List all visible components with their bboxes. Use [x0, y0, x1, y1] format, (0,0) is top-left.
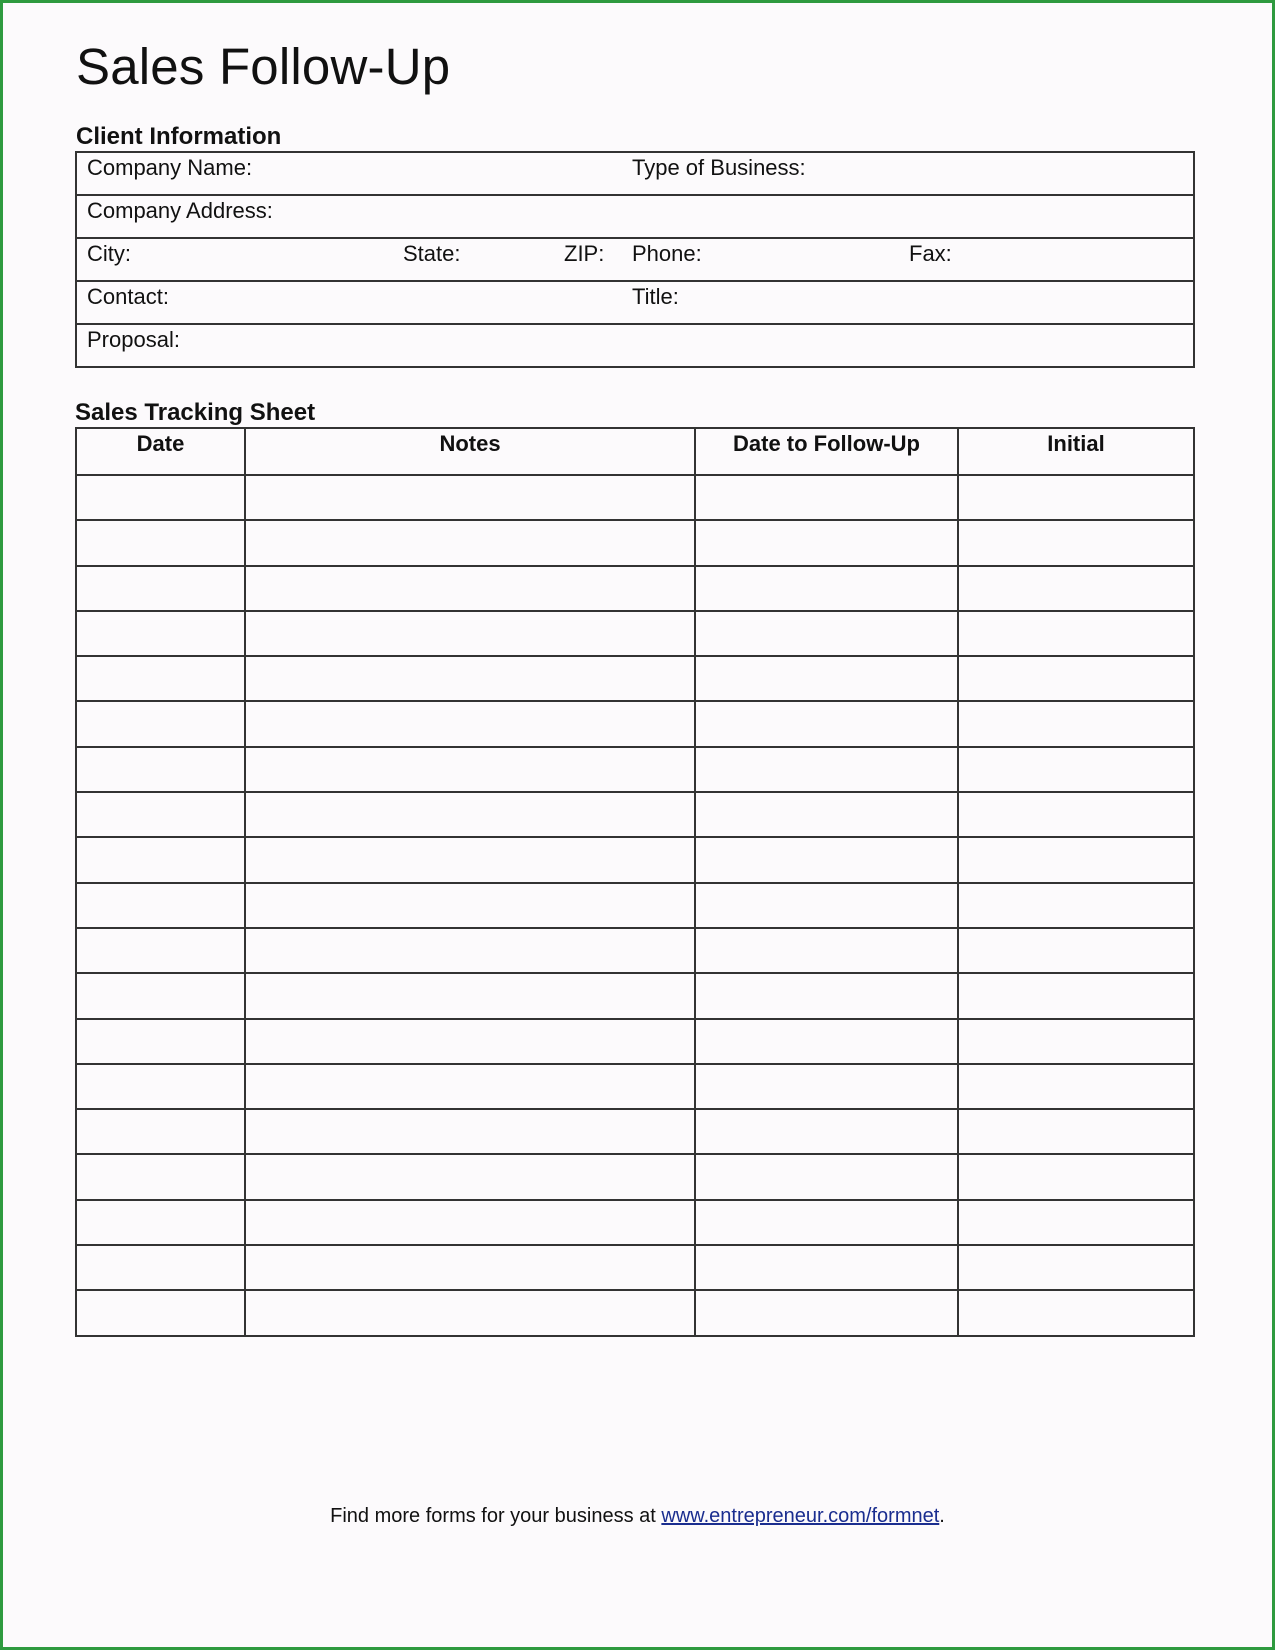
cell-date[interactable]: [76, 928, 245, 973]
cell-date[interactable]: [76, 656, 245, 701]
cell-date-to-follow-up[interactable]: [695, 475, 958, 520]
table-row: [76, 611, 1194, 656]
table-header-row: [76, 428, 1194, 475]
cell-notes[interactable]: [245, 792, 695, 837]
cell-notes[interactable]: [245, 611, 695, 656]
column-header-date-to-follow-up: Date to Follow-Up: [695, 428, 958, 475]
cell-initial[interactable]: [958, 1109, 1194, 1154]
cell-initial[interactable]: [958, 792, 1194, 837]
cell-date[interactable]: [76, 1290, 245, 1335]
cell-initial[interactable]: [958, 1245, 1194, 1290]
cell-date[interactable]: [76, 1019, 245, 1064]
cell-initial[interactable]: [958, 1064, 1194, 1109]
footer-text: Find more forms for your business at: [330, 1505, 662, 1527]
cell-date-to-follow-up[interactable]: [695, 1290, 958, 1335]
footer: [3, 1504, 1272, 1528]
cell-initial[interactable]: [958, 656, 1194, 701]
cell-initial[interactable]: [958, 883, 1194, 928]
table-row: [76, 1290, 1194, 1335]
cell-date[interactable]: [76, 611, 245, 656]
cell-initial[interactable]: [958, 973, 1194, 1018]
cell-date[interactable]: [76, 747, 245, 792]
table-row: [76, 1154, 1194, 1199]
cell-notes[interactable]: [245, 475, 695, 520]
client-information-heading: Client Information: [76, 123, 282, 150]
cell-date[interactable]: [76, 792, 245, 837]
table-row: [76, 928, 1194, 973]
formnet-link[interactable]: www.entrepreneur.com/formnet: [661, 1505, 940, 1527]
cell-date-to-follow-up[interactable]: [695, 566, 958, 611]
cell-notes[interactable]: [245, 747, 695, 792]
table-row: [76, 837, 1194, 882]
cell-notes[interactable]: [245, 1109, 695, 1154]
cell-date[interactable]: [76, 1109, 245, 1154]
cell-initial[interactable]: [958, 1290, 1194, 1335]
cell-notes[interactable]: [245, 566, 695, 611]
cell-date-to-follow-up[interactable]: [695, 611, 958, 656]
cell-notes[interactable]: [245, 1290, 695, 1335]
cell-date[interactable]: [76, 520, 245, 565]
cell-date[interactable]: [76, 475, 245, 520]
client-row-company: [77, 153, 1193, 196]
cell-date-to-follow-up[interactable]: [695, 1109, 958, 1154]
cell-initial[interactable]: [958, 1019, 1194, 1064]
cell-date[interactable]: [76, 566, 245, 611]
cell-date-to-follow-up[interactable]: [695, 1064, 958, 1109]
table-row: [76, 475, 1194, 520]
cell-notes[interactable]: [245, 520, 695, 565]
table-row: [76, 520, 1194, 565]
cell-initial[interactable]: [958, 1200, 1194, 1245]
sales-tracking-heading: Sales Tracking Sheet: [75, 399, 316, 426]
fax-field[interactable]: Fax:: [909, 241, 952, 266]
cell-initial[interactable]: [958, 1154, 1194, 1199]
cell-initial[interactable]: [958, 475, 1194, 520]
cell-notes[interactable]: [245, 656, 695, 701]
cell-date-to-follow-up[interactable]: [695, 883, 958, 928]
contact-title-field[interactable]: Title:: [632, 284, 679, 309]
cell-date[interactable]: [76, 1064, 245, 1109]
cell-notes[interactable]: [245, 928, 695, 973]
cell-initial[interactable]: [958, 520, 1194, 565]
cell-initial[interactable]: [958, 611, 1194, 656]
cell-date[interactable]: [76, 973, 245, 1018]
cell-date-to-follow-up[interactable]: [695, 1245, 958, 1290]
table-row: [76, 701, 1194, 746]
cell-date[interactable]: [76, 837, 245, 882]
proposal-field[interactable]: Proposal:: [87, 327, 180, 352]
cell-initial[interactable]: [958, 747, 1194, 792]
table-row: [76, 1245, 1194, 1290]
cell-date-to-follow-up[interactable]: [695, 520, 958, 565]
type-of-business-field[interactable]: Type of Business:: [632, 155, 806, 180]
cell-notes[interactable]: [245, 883, 695, 928]
page-title: Sales Follow-Up: [76, 38, 451, 95]
cell-date[interactable]: [76, 1200, 245, 1245]
client-row-location: [77, 239, 1193, 282]
cell-initial[interactable]: [958, 928, 1194, 973]
cell-initial[interactable]: [958, 701, 1194, 746]
cell-date-to-follow-up[interactable]: [695, 747, 958, 792]
cell-date[interactable]: [76, 883, 245, 928]
cell-date-to-follow-up[interactable]: [695, 701, 958, 746]
table-row: [76, 792, 1194, 837]
sales-tracking-table: [75, 427, 1195, 1337]
cell-date[interactable]: [76, 1154, 245, 1199]
client-row-proposal: [77, 325, 1193, 368]
tracking-table-body: [76, 475, 1194, 1336]
cell-date-to-follow-up[interactable]: [695, 928, 958, 973]
table-row: [76, 1019, 1194, 1064]
cell-date-to-follow-up[interactable]: [695, 656, 958, 701]
state-field[interactable]: State:: [403, 241, 461, 266]
cell-date-to-follow-up[interactable]: [695, 792, 958, 837]
cell-initial[interactable]: [958, 566, 1194, 611]
cell-initial[interactable]: [958, 837, 1194, 882]
table-row: [76, 973, 1194, 1018]
table-row: [76, 566, 1194, 611]
table-row: [76, 1064, 1194, 1109]
cell-date-to-follow-up[interactable]: [695, 1200, 958, 1245]
table-row: [76, 1109, 1194, 1154]
contact-field[interactable]: Contact:: [87, 284, 169, 309]
table-row: [76, 656, 1194, 701]
column-header-date: Date: [76, 428, 245, 475]
column-header-notes: Notes: [245, 428, 695, 475]
column-header-initial: Initial: [958, 428, 1194, 475]
cell-notes[interactable]: [245, 1064, 695, 1109]
cell-date-to-follow-up[interactable]: [695, 973, 958, 1018]
cell-date[interactable]: [76, 701, 245, 746]
cell-notes[interactable]: [245, 701, 695, 746]
cell-date-to-follow-up[interactable]: [695, 837, 958, 882]
cell-notes[interactable]: [245, 1019, 695, 1064]
cell-date-to-follow-up[interactable]: [695, 1019, 958, 1064]
company-address-field[interactable]: Company Address:: [87, 198, 273, 223]
cell-notes[interactable]: [245, 1200, 695, 1245]
table-row: [76, 1200, 1194, 1245]
cell-notes[interactable]: [245, 1154, 695, 1199]
client-row-contact: [77, 282, 1193, 325]
client-row-address: [77, 196, 1193, 239]
footer-period: .: [939, 1505, 945, 1527]
cell-notes[interactable]: [245, 973, 695, 1018]
city-field[interactable]: City:: [87, 241, 131, 266]
table-row: [76, 883, 1194, 928]
zip-field[interactable]: ZIP:: [564, 241, 605, 266]
cell-notes[interactable]: [245, 837, 695, 882]
cell-date-to-follow-up[interactable]: [695, 1154, 958, 1199]
cell-notes[interactable]: [245, 1245, 695, 1290]
table-row: [76, 747, 1194, 792]
cell-date[interactable]: [76, 1245, 245, 1290]
company-name-field[interactable]: Company Name:: [87, 155, 253, 180]
phone-field[interactable]: Phone:: [632, 241, 702, 266]
client-information-box: [75, 151, 1195, 368]
